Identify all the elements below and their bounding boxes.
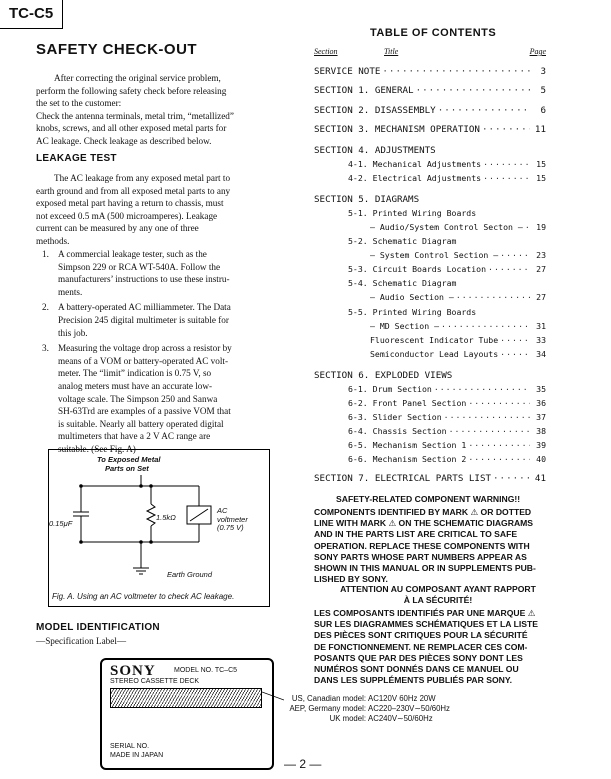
toc-entry-page: 40 bbox=[536, 454, 546, 464]
toc-entry-page: 37 bbox=[536, 412, 546, 422]
toc-entry-label: SECTION 5. DIAGRAMS bbox=[314, 194, 420, 205]
figure-caption: Fig. A. Using an AC voltmeter to check AC leakage. bbox=[52, 592, 235, 601]
warning-en-line: SHOWN IN THIS MANUAL OR IN SUPPLEMENTS PUB- bbox=[314, 563, 536, 574]
toc-entry-label: 6-3. Slider Section bbox=[348, 412, 442, 422]
toc-col-title: Title bbox=[384, 47, 399, 56]
safety-intro-line: AC leakage. Check leakage as described below. bbox=[36, 135, 212, 146]
toc-entry-page: 33 bbox=[536, 335, 546, 345]
toc-entry-label: — MD Section — bbox=[370, 321, 440, 331]
leakage-method-line: multimeters that have a 2 V AC range are bbox=[58, 431, 211, 442]
sony-logo: SONY bbox=[110, 663, 156, 679]
warning-en-line: LINE WITH MARK ⚠ ON THE SCHEMATIC DIAGRAMS bbox=[314, 518, 534, 529]
toc-entry-page: 35 bbox=[536, 384, 546, 394]
toc-entry-label: 4-2. Electrical Adjustments bbox=[348, 173, 482, 183]
toc-entry-page: 6 bbox=[540, 105, 546, 116]
warning-en-line: SONY PARTS WHOSE PART NUMBERS APPEAR AS bbox=[314, 551, 527, 562]
toc-leader-dots bbox=[456, 292, 530, 302]
leakage-method-item bbox=[36, 248, 272, 298]
toc-entry-page: 27 bbox=[536, 292, 546, 302]
toc-entry bbox=[348, 426, 546, 436]
warning-en-line: AND IN THE PARTS LIST ARE CRITICAL TO SAFE bbox=[314, 529, 518, 540]
toc-entry-page: 5 bbox=[540, 85, 546, 96]
warning-en-line: OPERATION. REPLACE THESE COMPONENTS WITH bbox=[314, 540, 530, 551]
toc-entry bbox=[314, 66, 546, 77]
toc-entry-label: SECTION 4. ADJUSTMENTS bbox=[314, 145, 436, 156]
toc-leader-dots bbox=[449, 426, 530, 436]
power-spec-list bbox=[278, 694, 450, 723]
voltmeter-label-line2: voltmeter bbox=[217, 514, 248, 524]
toc-entry bbox=[370, 292, 546, 302]
toc-entry-page: 31 bbox=[536, 321, 546, 331]
voltmeter-label bbox=[217, 507, 248, 533]
toc-entry-label: — Audio/System Control Secton — bbox=[370, 222, 523, 232]
leakage-para-line: not exceed 0.5 mA (500 microamperes). Leakage bbox=[36, 210, 218, 221]
leakage-method-line: A battery-operated AC milliammeter. The Data bbox=[58, 302, 231, 313]
warning-en-line: COMPONENTS IDENTIFIED BY MARK ⚠ OR DOTTED bbox=[314, 507, 532, 517]
model-tab bbox=[0, 0, 63, 29]
toc-entry-page: 23 bbox=[536, 250, 546, 260]
figure-a bbox=[48, 449, 270, 607]
toc-leader-dots bbox=[468, 440, 530, 450]
toc-leader-dots bbox=[483, 173, 530, 183]
toc-leader-dots bbox=[441, 321, 530, 331]
warning-fr-line: POSANTS QUE PAR DES PIÈCES SONY DONT LES bbox=[314, 652, 523, 663]
power-spec-row bbox=[278, 694, 450, 704]
toc-leader-dots bbox=[382, 66, 530, 77]
safety-intro-line: perform the following safety check before releasing bbox=[36, 85, 227, 96]
warning-fr-line: NUMÉROS SONT DONNÉS DANS CE MANUEL OU bbox=[314, 664, 519, 675]
toc-entry-label: 5-3. Circuit Boards Location bbox=[348, 264, 487, 274]
toc-entry-label: 4-1. Mechanical Adjustments bbox=[348, 159, 482, 169]
figure-top-label-line2: Parts on Set bbox=[105, 464, 149, 473]
leakage-method-number: 2. bbox=[42, 302, 49, 313]
leakage-para-line: The AC leakage from any exposed metal part to bbox=[54, 173, 231, 183]
toc-col-section: Section bbox=[314, 47, 338, 56]
safety-intro-line: Check the antenna terminals, metal trim, “metallized” bbox=[36, 110, 234, 121]
toc-entry-page: 11 bbox=[534, 124, 546, 135]
toc-entry bbox=[370, 335, 546, 345]
label-serial-block bbox=[110, 742, 163, 760]
toc-entry-label: SECTION 3. MECHANISM OPERATION bbox=[314, 124, 480, 135]
toc-entry-page: 36 bbox=[536, 398, 546, 408]
toc-leader-dots bbox=[493, 473, 530, 484]
toc-entry-label: 5-4. Schematic Diagram bbox=[348, 278, 457, 288]
warning-fr-line: SUR LES DIAGRAMMES SCHÉMATIQUES ET LA LISTE bbox=[314, 619, 538, 630]
toc-leader-dots bbox=[525, 222, 530, 232]
leakage-method-line: analog meters must have an accurate low- bbox=[58, 380, 213, 391]
toc-entry-label: Semiconductor Lead Layouts bbox=[370, 349, 499, 359]
toc-entry bbox=[348, 159, 546, 169]
toc-col-page: Page bbox=[529, 47, 546, 56]
safety-intro-line: the set to the customer: bbox=[36, 98, 122, 109]
toc-entry-label: 6-6. Mechanism Section 2 bbox=[348, 454, 467, 464]
toc-leader-dots bbox=[500, 250, 530, 260]
leakage-paragraph bbox=[36, 172, 266, 248]
toc-entry-page: 34 bbox=[536, 349, 546, 359]
warning-fr-line: DES PIÈCES SONT CRITIQUES POUR LA SÉCURITÉ bbox=[314, 630, 528, 641]
toc-entry-label: SECTION 6. EXPLODED VIEWS bbox=[314, 370, 453, 381]
toc-entry-label: 6-1. Drum Section bbox=[348, 384, 432, 394]
toc-entry-page: 15 bbox=[536, 159, 546, 169]
leakage-method-line: meter. The “limit” indication is 0.75 V, so bbox=[58, 368, 212, 379]
leakage-method-line: Simpson 229 or RCA WT-540A. Follow the bbox=[58, 261, 221, 272]
warning-fr-line: DE FONCTIONNEMENT. NE REMPLACER CES COM- bbox=[314, 641, 528, 652]
toc-entry bbox=[348, 398, 546, 408]
safety-title: SAFETY CHECK-OUT bbox=[36, 41, 198, 58]
warning-fr-line: DANS LES SUPPLÉMENTS PUBLIÉS PAR SONY. bbox=[314, 675, 513, 686]
toc-entry-label: Fluorescent Indicator Tube bbox=[370, 335, 499, 345]
leakage-para-line: exposed metal part having a return to chassis, must bbox=[36, 198, 224, 209]
toc-entry bbox=[314, 124, 546, 135]
toc-entry bbox=[370, 222, 546, 232]
toc-entry bbox=[370, 349, 546, 359]
toc-entry bbox=[348, 173, 546, 183]
voltmeter-label-line3: (0.75 V) bbox=[217, 523, 244, 533]
toc-leader-dots bbox=[488, 264, 530, 274]
toc-leader-dots bbox=[416, 85, 530, 96]
safety-intro-line: After correcting the original service problem, bbox=[54, 73, 221, 83]
toc-entry bbox=[348, 236, 546, 246]
toc-entry bbox=[314, 473, 546, 484]
power-spec-row bbox=[278, 704, 450, 714]
leakage-method-line: Precision 245 digital multimeter is suitable for bbox=[58, 314, 229, 325]
toc-leader-dots bbox=[434, 384, 530, 394]
leakage-method-line: voltage scale. The Simpson 250 and Sanwa bbox=[58, 393, 218, 404]
leakage-method-item bbox=[36, 301, 272, 339]
leakage-method-number: 3. bbox=[42, 343, 49, 354]
toc-entry-page: 41 bbox=[534, 473, 546, 484]
warning-en-body bbox=[314, 507, 550, 585]
power-spec-row bbox=[278, 714, 450, 724]
toc-entry-page: 19 bbox=[536, 222, 546, 232]
power-spec-value: AC220–230V∼50/60Hz bbox=[368, 703, 450, 713]
toc-entry bbox=[348, 454, 546, 464]
toc-entry bbox=[348, 278, 546, 288]
toc-entry-label: 5-5. Printed Wiring Boards bbox=[348, 307, 477, 317]
leakage-title: LEAKAGE TEST bbox=[36, 153, 117, 164]
toc-entry bbox=[348, 264, 546, 274]
toc-leader-dots bbox=[438, 105, 530, 116]
leakage-method-line: means of a VOM or battery-operated AC volt- bbox=[58, 355, 229, 366]
warning-fr-body bbox=[314, 608, 550, 686]
toc-leader-dots bbox=[500, 349, 530, 359]
power-spec-value: AC240V∼50/60Hz bbox=[368, 713, 433, 723]
warning-fr-line: LES COMPOSANTS IDENTIFIÉS PAR UNE MARQUE ⚠ bbox=[314, 608, 536, 618]
leakage-para-line: methods. bbox=[36, 235, 70, 246]
leakage-para-line: earth ground and from all exposed metal parts to any bbox=[36, 185, 231, 196]
leakage-method-item bbox=[36, 342, 272, 455]
label-product: STEREO CASSETTE DECK bbox=[110, 678, 200, 685]
leakage-methods-list bbox=[36, 248, 272, 459]
leakage-method-line: is suitable. Nearly all battery operated digital bbox=[58, 418, 224, 429]
toc-entry-page: 27 bbox=[536, 264, 546, 274]
toc-leader-dots bbox=[468, 398, 530, 408]
toc-entry bbox=[314, 194, 546, 205]
warning-fr-title-line2: À LA SÉCURITÉ! bbox=[403, 595, 473, 606]
toc-leader-dots bbox=[483, 159, 530, 169]
leakage-method-line: this job. bbox=[58, 327, 88, 338]
toc-title: TABLE OF CONTENTS bbox=[370, 27, 497, 39]
toc-entry-label: SERVICE NOTE bbox=[314, 66, 381, 77]
toc-entry-label: 6-5. Mechanism Section 1 bbox=[348, 440, 467, 450]
toc-entry bbox=[314, 145, 546, 156]
toc-entry bbox=[348, 412, 546, 422]
warning-en-title: SAFETY-RELATED COMPONENT WARNING!! bbox=[336, 494, 521, 504]
toc-entry-page: 3 bbox=[540, 66, 546, 77]
safety-intro bbox=[36, 72, 266, 148]
toc-entry-label: 5-1. Printed Wiring Boards bbox=[348, 208, 477, 218]
toc-leader-dots bbox=[482, 124, 530, 135]
leakage-method-number: 1. bbox=[42, 249, 49, 259]
warning-en-line: LISHED BY SONY. bbox=[314, 574, 388, 585]
leakage-method-line: ments. bbox=[58, 286, 83, 297]
model-name: TC-C5 bbox=[9, 5, 54, 22]
model-id-subtitle: —Specification Label— bbox=[36, 636, 127, 646]
power-spec-region: UK model: bbox=[329, 713, 366, 723]
warning-fr-title bbox=[328, 584, 548, 606]
label-hatched-area bbox=[110, 688, 262, 708]
toc-entry bbox=[348, 307, 546, 317]
power-spec-value: AC120V 60Hz 20W bbox=[368, 694, 436, 703]
toc-entry-page: 15 bbox=[536, 173, 546, 183]
label-serial: SERIAL NO. bbox=[110, 743, 150, 750]
toc-entry bbox=[314, 85, 546, 96]
toc-leader-dots bbox=[468, 454, 530, 464]
toc-entry bbox=[348, 384, 546, 394]
toc-entry-page: 38 bbox=[536, 426, 546, 436]
toc-entry-label: 6-4. Chassis Section bbox=[348, 426, 447, 436]
toc-entry-label: SECTION 1. GENERAL bbox=[314, 85, 414, 96]
toc-entry-label: 6-2. Front Panel Section bbox=[348, 398, 467, 408]
toc-leader-dots bbox=[444, 412, 530, 422]
leakage-method-line: A commercial leakage tester, such as the bbox=[58, 249, 207, 259]
figure-top-label-line1: To Exposed Metal bbox=[97, 455, 161, 464]
leakage-method-line: SH-63Trd are examples of a passive VOM that bbox=[58, 406, 231, 417]
power-spec-region: US, Canadian model: bbox=[291, 694, 366, 703]
model-id-title: MODEL IDENTIFICATION bbox=[36, 622, 160, 633]
toc-entry bbox=[314, 370, 546, 381]
toc-entry bbox=[348, 208, 546, 218]
warning-fr-title-line1: ATTENTION AU COMPOSANT AYANT RAPPORT bbox=[340, 584, 536, 594]
toc-entry bbox=[370, 321, 546, 331]
earth-ground-label: Earth Ground bbox=[167, 570, 213, 579]
toc-entry-label: — System Control Section — bbox=[370, 250, 499, 260]
toc-entry-label: — Audio Section — bbox=[370, 292, 454, 302]
toc-entry bbox=[370, 250, 546, 260]
power-spec-region: AEP, Germany model: bbox=[289, 703, 366, 713]
safety-intro-line: knobs, screws, and all other exposed metal parts for bbox=[36, 123, 227, 134]
toc-entry-page: 39 bbox=[536, 440, 546, 450]
toc-entry-label: 5-2. Schematic Diagram bbox=[348, 236, 457, 246]
toc-entry-label: SECTION 7. ELECTRICAL PARTS LIST bbox=[314, 473, 492, 484]
capacitor-label: 0.15μF bbox=[49, 519, 73, 528]
label-model-no: MODEL NO. TC–C5 bbox=[174, 667, 238, 674]
leakage-method-line: suitable. (See Fig. A) bbox=[58, 443, 136, 454]
toc-leader-dots bbox=[500, 335, 530, 345]
label-made-in: MADE IN JAPAN bbox=[110, 752, 164, 759]
toc-entry bbox=[314, 105, 546, 116]
figure-top-label bbox=[97, 455, 160, 473]
page-number: — 2 — bbox=[284, 757, 322, 771]
leakage-method-line: Measuring the voltage drop across a resistor by bbox=[58, 343, 232, 354]
voltmeter-label-line1: AC bbox=[217, 506, 228, 515]
toc-entry-label: SECTION 2. DISASSEMBLY bbox=[314, 105, 436, 116]
leakage-para-line: current can be measured by any one of three bbox=[36, 223, 199, 234]
specification-label bbox=[100, 658, 274, 770]
toc-entry bbox=[348, 440, 546, 450]
resistor-label: 1.5kΩ bbox=[156, 513, 176, 522]
leakage-method-line: manufacturers’ instructions to use these instru- bbox=[58, 274, 230, 285]
